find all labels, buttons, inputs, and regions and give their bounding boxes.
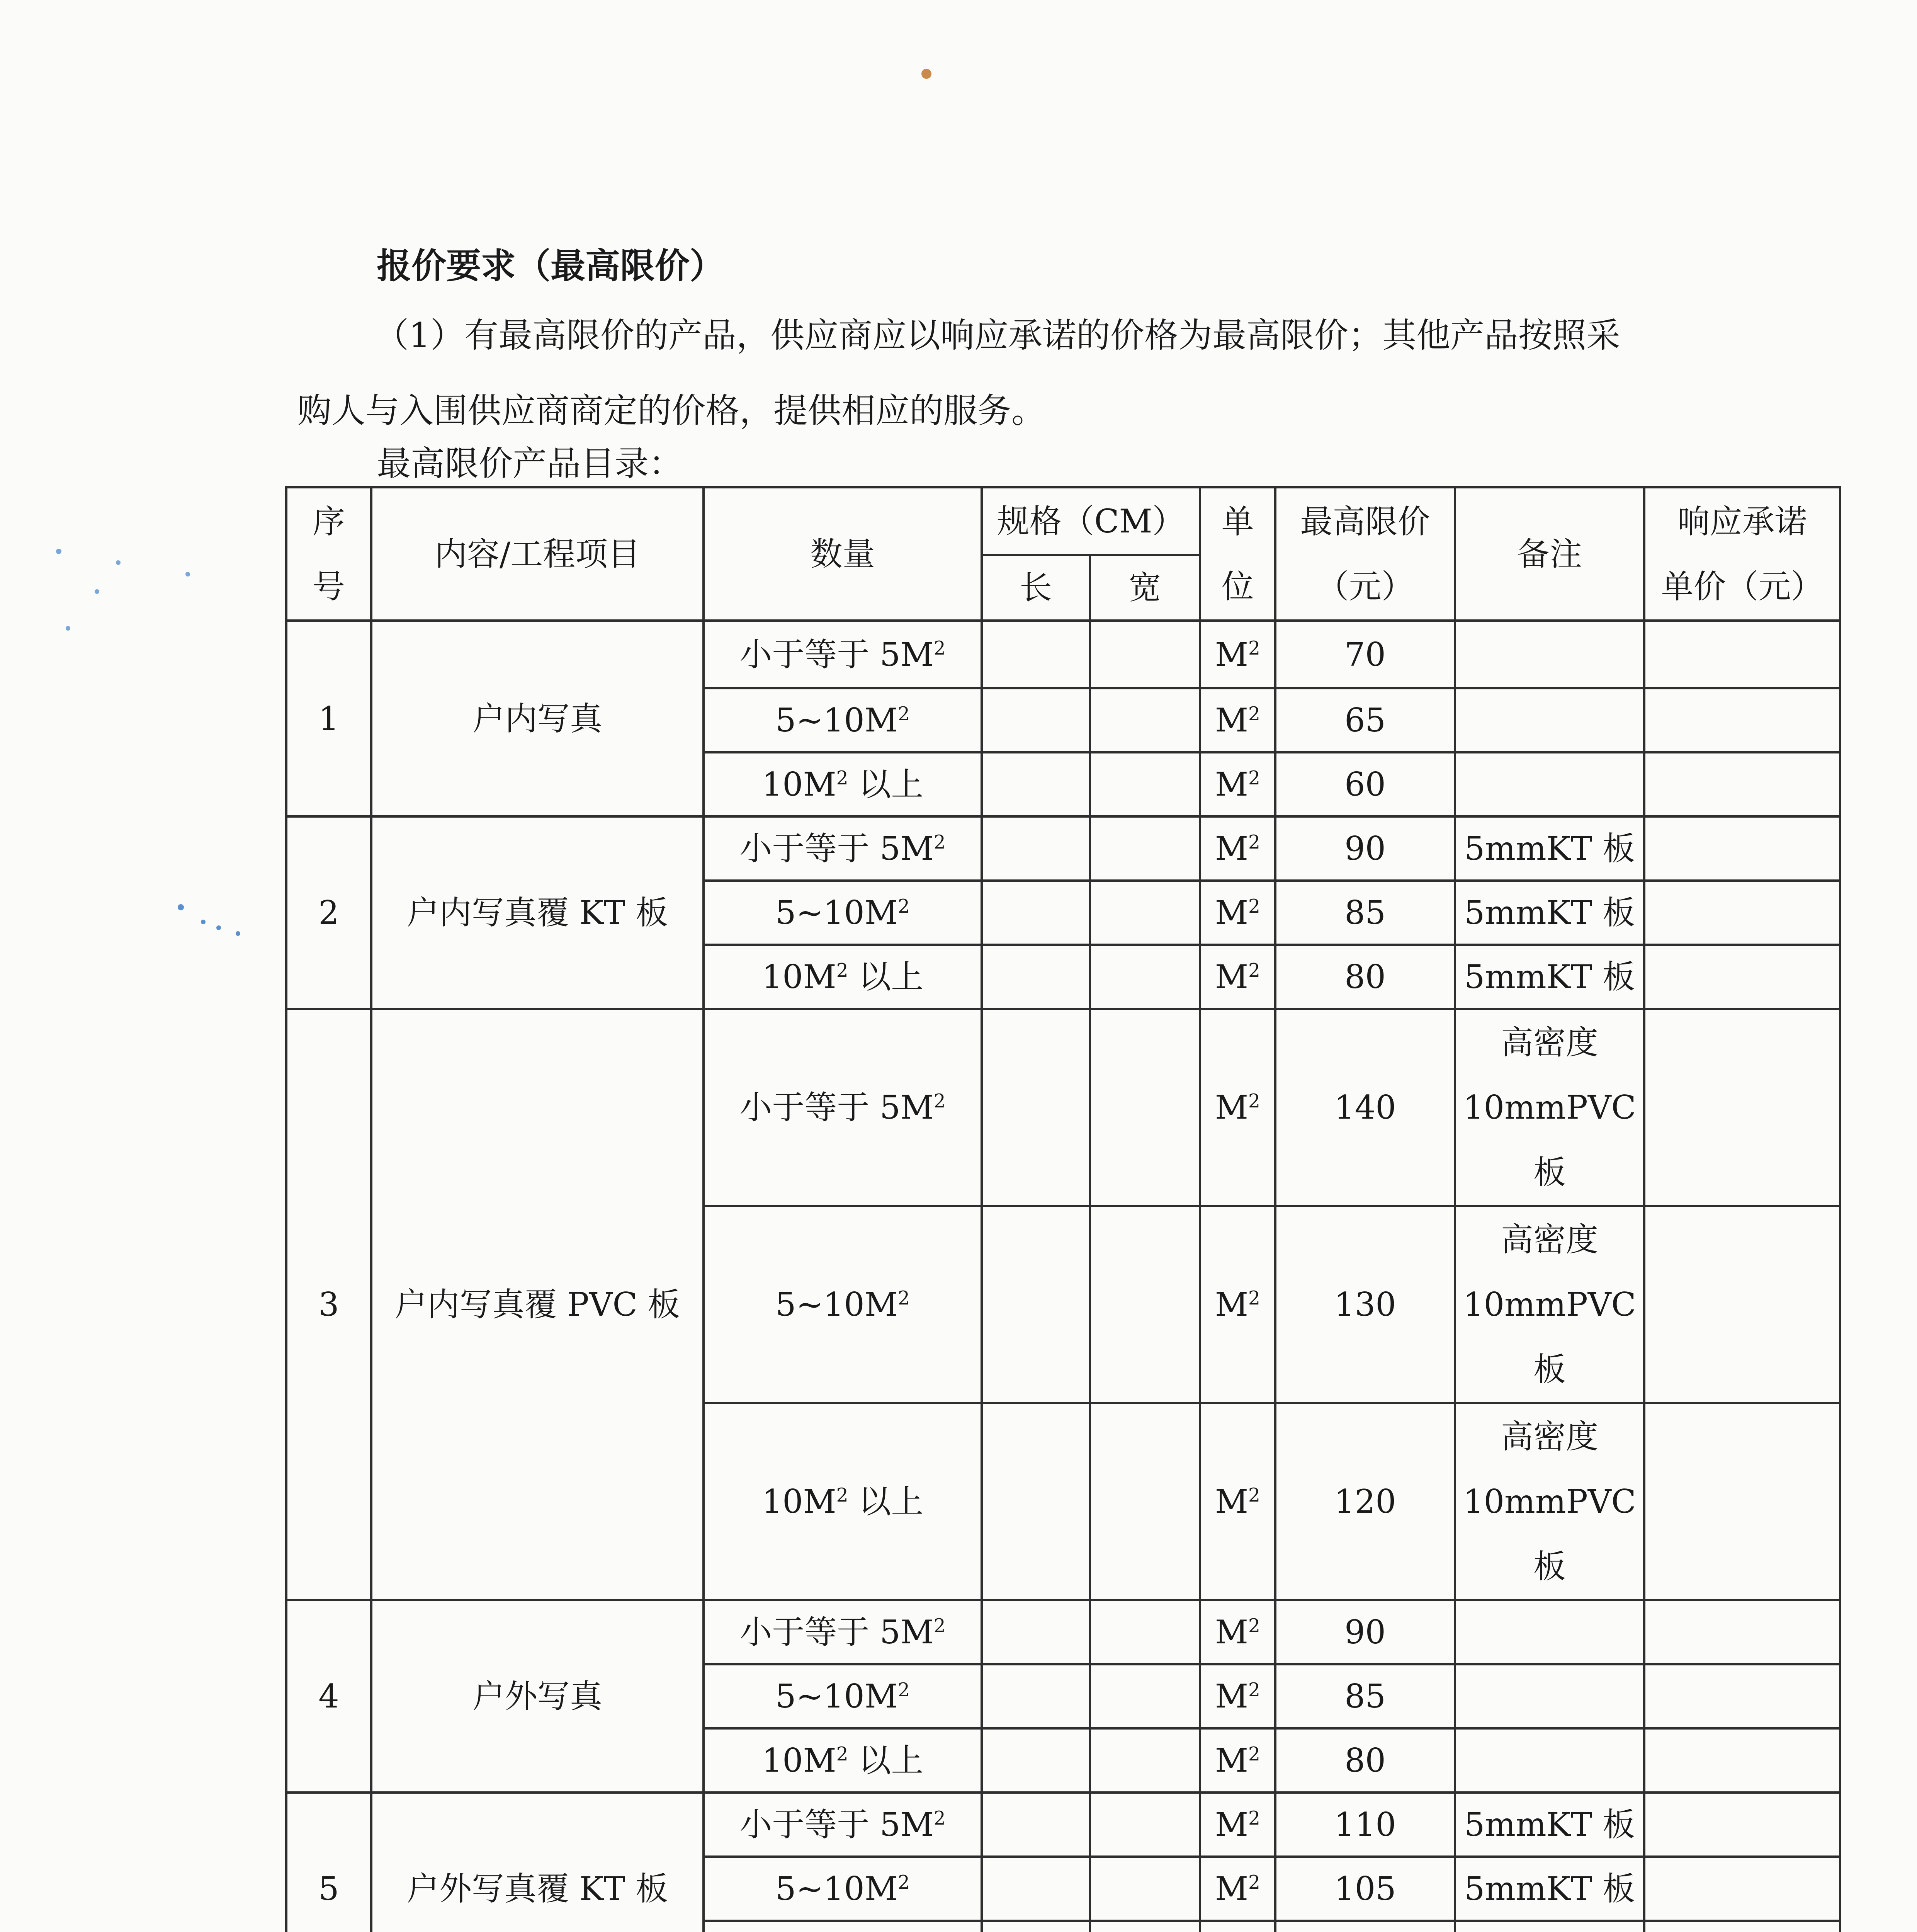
row-unit: $M^2$: [1200, 1728, 1275, 1793]
row-quantity: [704, 1921, 982, 1932]
row-note: [1455, 621, 1644, 688]
row-seq: 1: [286, 621, 371, 816]
header-seq: 序 号: [286, 487, 371, 621]
row-item: 户外写真覆 KT 板: [371, 1793, 704, 1932]
row-price: 105: [1275, 1857, 1455, 1921]
row-length: [982, 1793, 1090, 1857]
row-width: [1090, 1793, 1200, 1857]
row-note: [1455, 1921, 1644, 1932]
scan-speck: [236, 931, 240, 936]
row-item: 户内写真覆 PVC 板: [371, 1009, 704, 1600]
row-unit: $M^2$: [1200, 816, 1275, 881]
header-quantity: 数量: [704, 487, 982, 621]
row-price: [1275, 1921, 1455, 1932]
row-note: 高密度 10mmPVC 板: [1455, 1403, 1644, 1600]
row-note: 5mmKT 板: [1455, 816, 1644, 881]
row-response-price: [1644, 621, 1840, 688]
row-note: 5mmKT 板: [1455, 945, 1644, 1009]
row-response-price: [1644, 1921, 1840, 1932]
row-price: 65: [1275, 688, 1455, 752]
row-length: [982, 1728, 1090, 1793]
row-length: [982, 816, 1090, 881]
row-unit: $M^2$: [1200, 688, 1275, 752]
table-row: [286, 816, 1840, 881]
row-price: 120: [1275, 1403, 1455, 1600]
row-quantity: $5\sim 10M^2$: [704, 688, 982, 752]
row-unit: [1200, 1921, 1275, 1932]
price-table: [285, 486, 1841, 1932]
header-max-price: 最高限价 （元）: [1275, 487, 1455, 621]
scan-speck: [216, 925, 221, 930]
table-row: [286, 1793, 1840, 1857]
row-length: [982, 1206, 1090, 1403]
table-row: [286, 1600, 1840, 1664]
row-width: [1090, 752, 1200, 816]
row-width: [1090, 1206, 1200, 1403]
header-width: 宽: [1090, 555, 1200, 621]
row-quantity: 小于等于 $5M^2$: [704, 1793, 982, 1857]
row-item: 户外写真: [371, 1600, 704, 1793]
row-quantity: $5\sim 10M^2$: [704, 1857, 982, 1921]
row-quantity: 小于等于 $5M^2$: [704, 1600, 982, 1664]
row-width: [1090, 1009, 1200, 1206]
row-price: 80: [1275, 1728, 1455, 1793]
row-seq: 5: [286, 1793, 371, 1932]
scan-speck: [185, 572, 190, 577]
row-response-price: [1644, 1403, 1840, 1600]
requirement-paragraph: （1）有最高限价的产品，供应商应以响应承诺的价格为最高限价；其他产品按照采购人与入围供应商商定的价格，提供相应的服务。: [297, 315, 1620, 430]
row-seq: 2: [286, 816, 371, 1009]
row-response-price: [1644, 1009, 1840, 1206]
row-note: [1455, 688, 1644, 752]
row-seq: 4: [286, 1600, 371, 1793]
row-width: [1090, 881, 1200, 945]
row-price: 80: [1275, 945, 1455, 1009]
row-length: [982, 1857, 1090, 1921]
row-length: [982, 1403, 1090, 1600]
row-length: [982, 1664, 1090, 1728]
row-length: [982, 945, 1090, 1009]
table-header-row: [286, 487, 1840, 555]
header-length: 长: [982, 555, 1090, 621]
row-note: 高密度 10mmPVC 板: [1455, 1009, 1644, 1206]
row-length: [982, 1009, 1090, 1206]
row-note: 5mmKT 板: [1455, 1793, 1644, 1857]
row-response-price: [1644, 1793, 1840, 1857]
row-length: [982, 752, 1090, 816]
row-width: [1090, 621, 1200, 688]
row-quantity: $10M^2$ 以上: [704, 1403, 982, 1600]
row-price: 140: [1275, 1009, 1455, 1206]
row-response-price: [1644, 1728, 1840, 1793]
row-width: [1090, 945, 1200, 1009]
header-spec: 规格（CM）: [982, 487, 1200, 555]
row-response-price: [1644, 945, 1840, 1009]
row-item: 户内写真覆 KT 板: [371, 816, 704, 1009]
row-quantity: $5\sim 10M^2$: [704, 1206, 982, 1403]
row-quantity: $10M^2$ 以上: [704, 945, 982, 1009]
scan-speck: [95, 589, 99, 594]
row-unit: $M^2$: [1200, 621, 1275, 688]
row-unit: $M^2$: [1200, 1793, 1275, 1857]
row-length: [982, 881, 1090, 945]
row-width: [1090, 688, 1200, 752]
section-heading: 报价要求（最高限价）: [377, 245, 724, 286]
row-width: [1090, 1403, 1200, 1600]
row-note: [1455, 1600, 1644, 1664]
row-length: [982, 621, 1090, 688]
row-length: [982, 1921, 1090, 1932]
scan-speck: [116, 560, 121, 565]
row-unit: $M^2$: [1200, 881, 1275, 945]
row-price: 130: [1275, 1206, 1455, 1403]
scan-speck: [66, 626, 70, 631]
row-length: [982, 688, 1090, 752]
table-row: [286, 621, 1840, 688]
scan-speck: [178, 904, 184, 910]
row-width: [1090, 1664, 1200, 1728]
table-row: [286, 1009, 1840, 1206]
row-note: [1455, 752, 1644, 816]
row-response-price: [1644, 1206, 1840, 1403]
row-response-price: [1644, 881, 1840, 945]
row-response-price: [1644, 752, 1840, 816]
scan-speck: [56, 549, 61, 554]
header-item: 内容/工程项目: [371, 487, 704, 621]
scan-speck: [201, 920, 206, 924]
row-unit: $M^2$: [1200, 1600, 1275, 1664]
row-note: [1455, 1728, 1644, 1793]
row-quantity: $5\sim 10M^2$: [704, 1664, 982, 1728]
row-unit: $M^2$: [1200, 1403, 1275, 1600]
row-width: [1090, 1728, 1200, 1793]
row-unit: $M^2$: [1200, 1664, 1275, 1728]
row-unit: $M^2$: [1200, 752, 1275, 816]
row-width: [1090, 1600, 1200, 1664]
row-quantity: $10M^2$ 以上: [704, 752, 982, 816]
scan-speck: [921, 69, 931, 79]
row-response-price: [1644, 1600, 1840, 1664]
header-note: 备注: [1455, 487, 1644, 621]
row-note: 高密度 10mmPVC 板: [1455, 1206, 1644, 1403]
row-unit: $M^2$: [1200, 1206, 1275, 1403]
row-price: 90: [1275, 1600, 1455, 1664]
row-price: 60: [1275, 752, 1455, 816]
row-unit: $M^2$: [1200, 945, 1275, 1009]
row-seq: 3: [286, 1009, 371, 1600]
row-price: 110: [1275, 1793, 1455, 1857]
row-price: 85: [1275, 1664, 1455, 1728]
row-note: 5mmKT 板: [1455, 1857, 1644, 1921]
row-width: [1090, 816, 1200, 881]
header-unit: 单 位: [1200, 487, 1275, 621]
row-quantity: 小于等于 $5M^2$: [704, 1009, 982, 1206]
row-width: [1090, 1857, 1200, 1921]
row-length: [982, 1600, 1090, 1664]
row-item: 户内写真: [371, 621, 704, 816]
row-note: 5mmKT 板: [1455, 881, 1644, 945]
row-price: 70: [1275, 621, 1455, 688]
row-quantity: 小于等于 $5M^2$: [704, 621, 982, 688]
header-response-price: 响应承诺 单价（元）: [1644, 487, 1840, 621]
row-note: [1455, 1664, 1644, 1728]
catalog-title: 最高限价产品目录：: [377, 444, 683, 483]
row-response-price: [1644, 1664, 1840, 1728]
row-response-price: [1644, 688, 1840, 752]
row-width: [1090, 1921, 1200, 1932]
row-unit: $M^2$: [1200, 1009, 1275, 1206]
row-unit: $M^2$: [1200, 1857, 1275, 1921]
row-quantity: 小于等于 $5M^2$: [704, 816, 982, 881]
row-price: 85: [1275, 881, 1455, 945]
row-response-price: [1644, 816, 1840, 881]
row-quantity: $10M^2$ 以上: [704, 1728, 982, 1793]
row-response-price: [1644, 1857, 1840, 1921]
row-quantity: $5\sim 10M^2$: [704, 881, 982, 945]
row-price: 90: [1275, 816, 1455, 881]
